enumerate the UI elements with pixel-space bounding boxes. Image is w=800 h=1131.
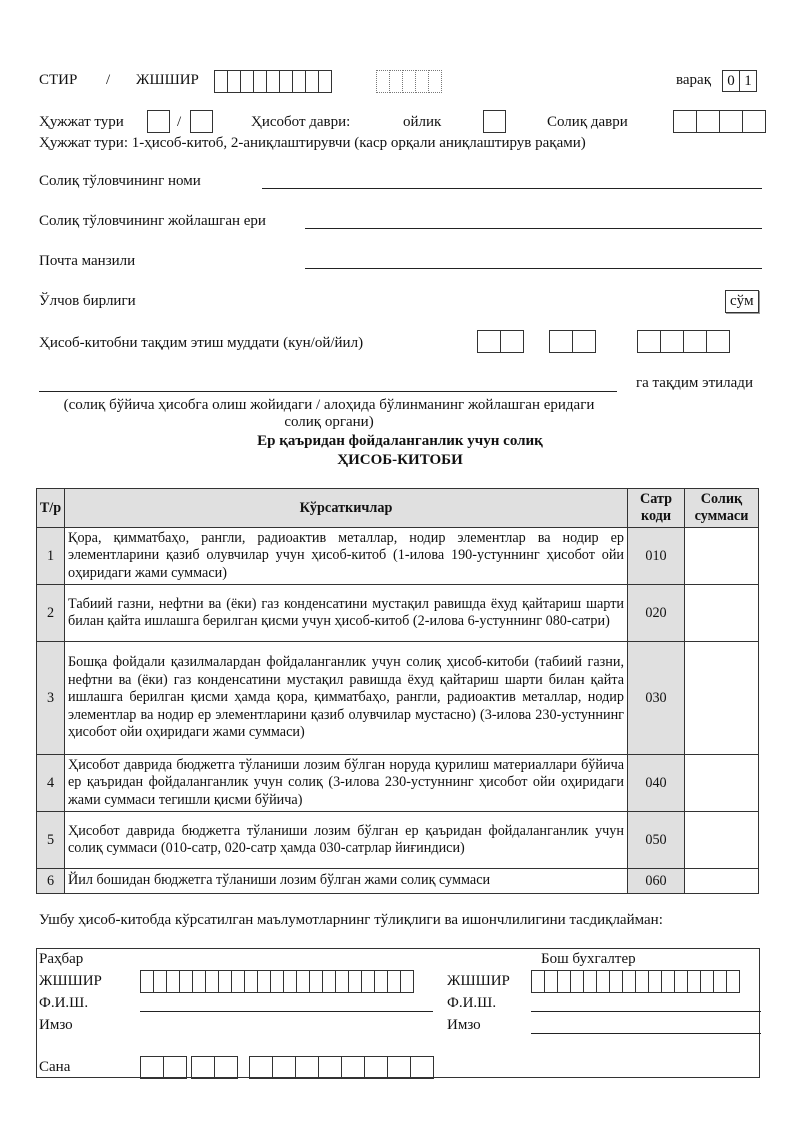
accountant-fio-line[interactable] xyxy=(531,1011,761,1012)
form-title-line1: Ер қаъридан фойдаланганлик учун солиқ xyxy=(257,433,543,449)
accountant-signature-line[interactable] xyxy=(531,1033,761,1034)
chief-accountant-label: Бош бухгалтер xyxy=(541,951,636,967)
deadline-day-cells[interactable] xyxy=(477,330,523,353)
form-title-line2: ҲИСОБ-КИТОБИ xyxy=(337,452,463,468)
submitted-label: га тақдим этилади xyxy=(636,375,753,391)
period-box[interactable] xyxy=(483,110,506,133)
jshshir-extra-cells[interactable] xyxy=(376,70,441,93)
head-fio-label: Ф.И.Ш. xyxy=(39,995,89,1011)
accountant-jshshir-cells[interactable] xyxy=(531,970,739,993)
tax-authority-line[interactable] xyxy=(39,391,617,392)
row-code: 010 xyxy=(628,528,685,585)
head-jshshir-label: ЖШШИР xyxy=(39,973,102,989)
doc-type-box[interactable] xyxy=(147,110,170,133)
row-code: 040 xyxy=(628,755,685,812)
row-number: 3 xyxy=(37,642,65,755)
row-sum-cell[interactable] xyxy=(685,585,759,642)
deadline-month-cells[interactable] xyxy=(549,330,595,353)
deadline-label: Ҳисоб-китобни тақдим этиш муддати (кун/ой/йил) xyxy=(39,335,364,351)
header-slash: / xyxy=(106,72,111,88)
row-code: 060 xyxy=(628,869,685,894)
payer-name-line[interactable] xyxy=(262,188,762,189)
row-number: 5 xyxy=(37,812,65,869)
row-description: Ҳисобот даврида бюджетга тўланиши лозим бўлган ер қаъридан фойдаланганлик учун солиқ суммаси (010-сатр, 020-сатр ҳамда 030-сатрлар йиғиндиси) xyxy=(65,812,628,869)
table-row xyxy=(37,812,759,869)
row-code: 020 xyxy=(628,585,685,642)
header-sum: Солиқ суммаси xyxy=(685,489,759,528)
authority-caption-2: солиқ органи) xyxy=(284,414,374,430)
row-sum-cell[interactable] xyxy=(685,642,759,755)
row-number: 6 xyxy=(37,869,65,894)
accountant-fio-label: Ф.И.Ш. xyxy=(447,995,497,1011)
row-number: 2 xyxy=(37,585,65,642)
table-row xyxy=(37,585,759,642)
row-sum-cell[interactable] xyxy=(685,755,759,812)
date-day-cells[interactable] xyxy=(140,1056,186,1079)
period-value: ойлик xyxy=(403,114,442,130)
row-code: 050 xyxy=(628,812,685,869)
doc-type-note: Ҳужжат тури: 1-ҳисоб-китоб, 2-аниқлаштирувчи (каср орқали аниқлаштирув рақами) xyxy=(39,135,586,151)
head-signature-label: Имзо xyxy=(39,1017,73,1033)
varaq-digit: 0 xyxy=(722,70,740,92)
row-description: Ҳисобот даврида бюджетга тўланиши лозим бўлган норуда қурилиш материаллари бўйича ер қаъридан фойдаланганлик учун солиқ (3-илова 230-устуннинг ҳисобот ойи оҳиридаги жами суммаси тегишли қисми бўйича) xyxy=(65,755,628,812)
confirmation-text: Ушбу ҳисоб-китобда кўрсатилган маълумотларнинг тўлиқлиги ва ишончлилигини тасдиқлайман: xyxy=(39,912,663,928)
table-row xyxy=(37,869,759,894)
payer-location-line[interactable] xyxy=(305,228,762,229)
row-sum-cell[interactable] xyxy=(685,869,759,894)
header-num: Т/р xyxy=(37,489,65,528)
header-code: Сатр коди xyxy=(628,489,685,528)
period-label: Ҳисобот даври: xyxy=(251,114,351,130)
payer-location-label: Солиқ тўловчининг жойлашган ери xyxy=(39,213,266,229)
unit-value: сўм xyxy=(725,290,759,313)
unit-label: Ўлчов бирлиги xyxy=(39,293,136,309)
head-fio-line[interactable] xyxy=(140,1011,433,1012)
deadline-year-cells[interactable] xyxy=(637,330,729,353)
row-number: 4 xyxy=(37,755,65,812)
accountant-jshshir-label: ЖШШИР xyxy=(447,973,510,989)
doc-type-slash: / xyxy=(177,114,182,130)
payer-name-label: Солиқ тўловчининг номи xyxy=(39,173,201,189)
varaq-digit: 1 xyxy=(739,70,757,92)
table-row xyxy=(37,642,759,755)
indicators-table xyxy=(36,488,759,894)
varaq-label: варақ xyxy=(676,72,711,88)
doc-type-correction-box[interactable] xyxy=(190,110,213,133)
tax-period-label: Солиқ даври xyxy=(547,114,628,130)
date-month-cells[interactable] xyxy=(191,1056,237,1079)
doc-type-label: Ҳужжат тури xyxy=(39,114,124,130)
varaq-cells[interactable] xyxy=(722,70,756,92)
head-label: Раҳбар xyxy=(39,951,84,967)
row-number: 1 xyxy=(37,528,65,585)
head-jshshir-cells[interactable] xyxy=(140,970,413,993)
date-year-cells[interactable] xyxy=(249,1056,433,1079)
authority-caption-1: (солиқ бўйича ҳисобга олиш жойидаги / алоҳида бўлинманинг жойлашган еридаги xyxy=(63,397,595,413)
row-code: 030 xyxy=(628,642,685,755)
jshshir-label: ЖШШИР xyxy=(136,72,199,88)
row-description: Йил бошидан бюджетга тўланиши лозим бўлган жами солиқ суммаси xyxy=(65,869,628,894)
row-sum-cell[interactable] xyxy=(685,528,759,585)
stir-cells[interactable] xyxy=(214,70,331,93)
header-indicators: Кўрсаткичлар xyxy=(65,489,628,528)
postal-address-line[interactable] xyxy=(305,268,762,269)
accountant-signature-label: Имзо xyxy=(447,1017,481,1033)
table-row xyxy=(37,755,759,812)
row-description: Табиий газни, нефтни ва (ёки) газ конденсатини мустақил равишда ёхуд қайтариш шарти билан қайта ишлашга берилган қисми учун ҳисоб-китоб (2-илова 6-устуннинг 080-сатри) xyxy=(65,585,628,642)
row-description: Бошқа фойдали қазилмалардан фойдаланганлик учун солиқ ҳисоб-китоби (табиий газни, нефтни ва (ёки) газ конденсатини мустақил равишда ёхуд қайтариш шарти билан қайта ишлашга берилган қисми ҳамда қора, қимматбаҳо, рангли, радиоактив металлар, нодир элементлар ва нодир ер элементларини қазиб олувчилар мустасно) (3-илова 230-устуннинг ҳисобот ойи оҳиридаги жами суммаси) xyxy=(65,642,628,755)
stir-label: СТИР xyxy=(39,72,78,88)
date-label: Сана xyxy=(39,1059,71,1075)
tax-period-cells[interactable] xyxy=(673,110,765,133)
postal-address-label: Почта манзили xyxy=(39,253,136,269)
row-sum-cell[interactable] xyxy=(685,812,759,869)
table-row xyxy=(37,528,759,585)
row-description: Қора, қимматбаҳо, рангли, радиоактив металлар, нодир элементлар ва нодир ер элементларини қазиб олувчилар учун ҳисоб-китоб (1-илова 190-устуннинг ҳисобот ойи оҳиридаги жами суммаси) xyxy=(65,528,628,585)
